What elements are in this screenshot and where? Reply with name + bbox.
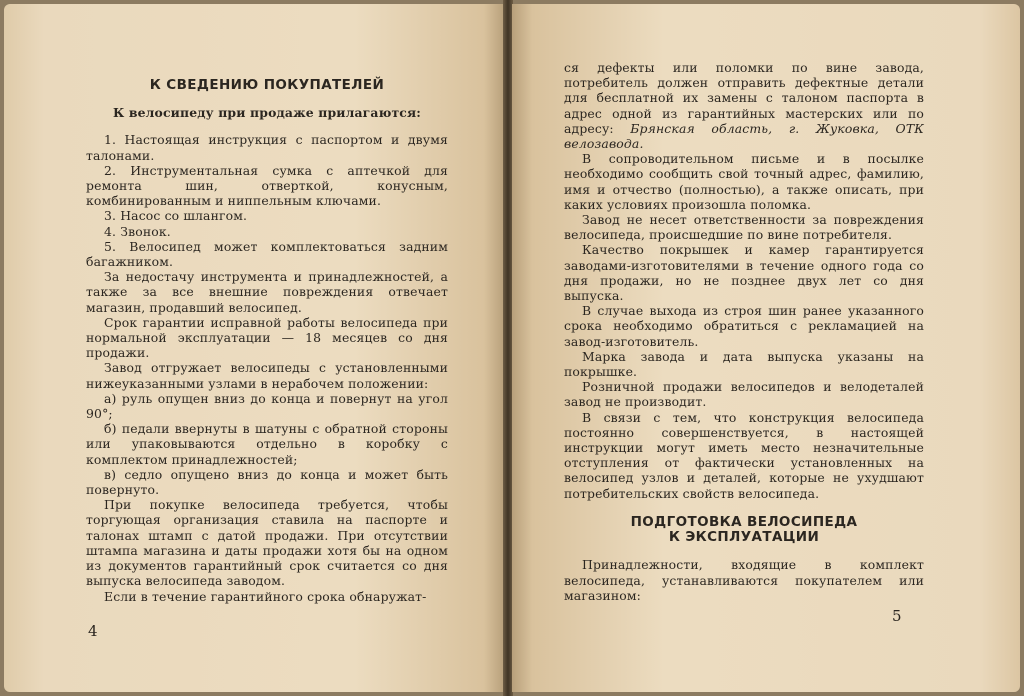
- list-item: 1. Настоящая инструкция с паспортом и двумя талонами.: [86, 132, 448, 163]
- page-number: 4: [88, 622, 98, 640]
- list-item: 3. Насос со шлангом.: [104, 208, 248, 224]
- sub-item: а) руль опущен вниз до конца и повернут на угол 90°;: [86, 390, 448, 422]
- paragraph: Розничной продажи велосипедов и велодеталей завод не производит.: [564, 379, 924, 410]
- paragraph-text: ся дефекты или поломки по вине завода, потребитель должен отправить дефектные детали для бесплатной их замены с талоном паспорта в адрес одной из гарантийных мастерских или по адресу:: [564, 60, 924, 136]
- paragraph: [564, 60, 924, 151]
- paragraph: Марка завода и дата выпуска указаны на покрышке.: [564, 348, 924, 380]
- list-item: 5. Велосипед может комплектоваться задним багажником.: [86, 238, 448, 270]
- sub-item: в) седло опущено вниз до конца и может быть повернуто.: [86, 466, 448, 498]
- section-heading: К ЭКСПЛУАТАЦИИ: [668, 529, 820, 546]
- section-heading: ПОДГОТОВКА ВЕЛОСИПЕДА: [630, 513, 858, 530]
- right-page-text: [564, 60, 924, 603]
- paragraph: В случае выхода из строя шин ранее указанного срока необходимо обратиться с рекламацией на завод-изготовитель.: [564, 303, 924, 349]
- right-page: [512, 4, 1020, 692]
- left-page: [4, 4, 504, 692]
- sub-item: б) педали ввернуты в шатуны с обратной стороны или упаковываются отдельно в коробку с комплектом принадлежностей;: [86, 421, 448, 467]
- list-item: 4. Звонок.: [104, 223, 171, 239]
- left-page-subheading: К велосипеду при продаже прилагаются:: [112, 105, 421, 121]
- left-page-text: [86, 78, 448, 604]
- paragraph: Завод отгружает велосипеды с установленными нижеуказанными узлами в нерабочем положении:: [86, 360, 448, 391]
- left-page-heading: К СВЕДЕНИЮ ПОКУПАТЕЛЕЙ: [149, 77, 385, 93]
- paragraph: При покупке велосипеда требуется, чтобы торгующая организация ставила на паспорте и талонах штамп с датой продажи. При отсутствии штампа магазина и даты продажи хотя бы на одном из документов гарантийный срок считается со дня выпуска велосипеда заводом.: [86, 497, 448, 589]
- paragraph: Срок гарантии исправной работы велосипеда при нормальной эксплуатации — 18 месяцев со дня продажи.: [86, 314, 448, 361]
- paragraph: За недостачу инструмента и принадлежностей, а также за все внешние повреждения отвечает магазин, продавший велосипед.: [86, 269, 448, 315]
- paragraph: Завод не несет ответственности за повреждения велосипеда, происшедшие по вине потребителя.: [564, 212, 924, 243]
- list-item: 2. Инструментальная сумка с аптечкой для ремонта шин, отверткой, конусным, комбинированным и ниппельным ключами.: [86, 162, 448, 209]
- paragraph: Качество покрышек и камер гарантируется заводами-изготовителями в течение одного года со дня продажи, но не позднее двух лет со дня выпуска.: [564, 242, 924, 304]
- paragraph: В сопроводительном письме и в посылке необходимо сообщить свой точный адрес, фамилию, имя и отчество (полностью), а также описать, при каких условиях произошла поломка.: [564, 151, 924, 212]
- paragraph: В связи с тем, что конструкция велосипеда постоянно совершенствуется, в настоящей инструкции могут иметь место незначительные отступления от фактически установленных на велосипед узлов и деталей, которые не ухудшают потребительских свойств велосипеда.: [564, 409, 924, 501]
- factory-address: Брянская область, г. Жуковка, ОТК велозавода.: [564, 120, 924, 152]
- paragraph: Если в течение гарантийного срока обнаружат-: [104, 588, 427, 604]
- page-number: 5: [892, 607, 902, 625]
- paragraph: Принадлежности, входящие в комплект велосипеда, устанавливаются покупателем или магазином:: [564, 557, 924, 603]
